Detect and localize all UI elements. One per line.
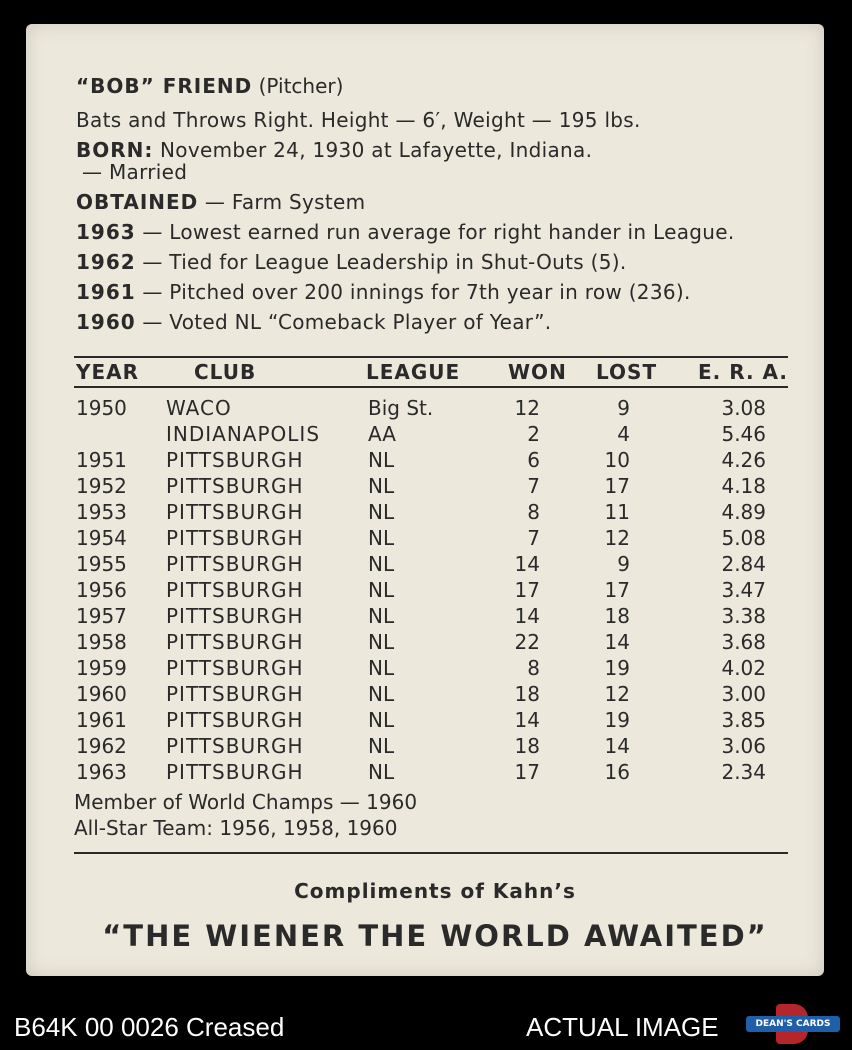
table-row bbox=[26, 448, 824, 474]
cell-lost: 11 bbox=[604, 500, 630, 524]
cell-won: 22 bbox=[514, 630, 540, 654]
highlight-text: — Lowest earned run average for right hander in League. bbox=[135, 220, 735, 244]
cell-year: 1959 bbox=[76, 656, 127, 680]
cell-club: PITTSBURGH bbox=[166, 708, 304, 732]
cell-lost: 18 bbox=[604, 604, 630, 628]
cell-lost: 4 bbox=[617, 422, 630, 446]
cell-year: 1953 bbox=[76, 500, 127, 524]
col-header-era: E. R. A. bbox=[698, 360, 789, 384]
cell-won: 14 bbox=[514, 708, 540, 732]
highlight-year: 1962 bbox=[76, 250, 136, 274]
cell-era: 3.00 bbox=[721, 682, 766, 706]
cell-won: 7 bbox=[527, 474, 540, 498]
table-row bbox=[26, 630, 824, 656]
cell-league: NL bbox=[368, 604, 395, 628]
table-row bbox=[26, 578, 824, 604]
born-label: BORN: bbox=[76, 138, 154, 162]
married-line: — Married bbox=[82, 160, 188, 184]
cell-year: 1950 bbox=[76, 396, 127, 420]
cell-club: PITTSBURGH bbox=[166, 448, 304, 472]
table-row bbox=[26, 734, 824, 760]
cell-league: NL bbox=[368, 526, 395, 550]
cell-year: 1956 bbox=[76, 578, 127, 602]
cell-league: NL bbox=[368, 630, 395, 654]
cell-era: 3.85 bbox=[721, 708, 766, 732]
table-row bbox=[26, 760, 824, 786]
highlight-1962 bbox=[76, 250, 627, 274]
logo-text: DEAN'S CARDS bbox=[746, 1016, 840, 1032]
highlight-1960 bbox=[76, 310, 551, 334]
cell-lost: 9 bbox=[617, 396, 630, 420]
cell-year: 1951 bbox=[76, 448, 127, 472]
cell-year: 1954 bbox=[76, 526, 127, 550]
cell-won: 12 bbox=[514, 396, 540, 420]
cell-era: 4.02 bbox=[721, 656, 766, 680]
cell-lost: 10 bbox=[604, 448, 630, 472]
table-row bbox=[26, 708, 824, 734]
cell-lost: 9 bbox=[617, 552, 630, 576]
cell-club: PITTSBURGH bbox=[166, 630, 304, 654]
player-header bbox=[76, 76, 343, 96]
cell-won: 8 bbox=[527, 656, 540, 680]
cell-era: 3.68 bbox=[721, 630, 766, 654]
cell-era: 3.47 bbox=[721, 578, 766, 602]
cell-era: 4.89 bbox=[721, 500, 766, 524]
table-row bbox=[26, 500, 824, 526]
table-row bbox=[26, 422, 824, 448]
cell-club: INDIANAPOLIS bbox=[166, 422, 321, 446]
baseball-card-back bbox=[26, 24, 824, 976]
highlight-text: — Tied for League Leadership in Shut-Outs (5). bbox=[135, 250, 627, 274]
cell-club: PITTSBURGH bbox=[166, 682, 304, 706]
cell-club: PITTSBURGH bbox=[166, 656, 304, 680]
cell-club: PITTSBURGH bbox=[166, 500, 304, 524]
cell-league: NL bbox=[368, 760, 395, 784]
player-name: “BOB” FRIEND bbox=[76, 74, 253, 98]
cell-era: 4.18 bbox=[721, 474, 766, 498]
cell-league: NL bbox=[368, 708, 395, 732]
cell-club: PITTSBURGH bbox=[166, 760, 304, 784]
cell-won: 14 bbox=[514, 604, 540, 628]
cell-era: 3.06 bbox=[721, 734, 766, 758]
cell-era: 2.84 bbox=[721, 552, 766, 576]
cell-won: 17 bbox=[514, 760, 540, 784]
obtained-line bbox=[76, 190, 365, 214]
cell-era: 2.34 bbox=[721, 760, 766, 784]
col-header-club: CLUB bbox=[194, 360, 257, 384]
cell-lost: 14 bbox=[604, 630, 630, 654]
cell-era: 3.08 bbox=[721, 396, 766, 420]
cell-lost: 17 bbox=[604, 474, 630, 498]
cell-won: 8 bbox=[527, 500, 540, 524]
cell-league: AA bbox=[368, 422, 396, 446]
col-header-year: YEAR bbox=[76, 360, 140, 384]
all-star-note: All-Star Team: 1956, 1958, 1960 bbox=[74, 816, 398, 840]
cell-year: 1960 bbox=[76, 682, 127, 706]
table-top-rule bbox=[74, 356, 788, 358]
highlight-text: — Voted NL “Comeback Player of Year”. bbox=[135, 310, 552, 334]
highlight-1963 bbox=[76, 220, 735, 244]
highlight-1961 bbox=[76, 280, 691, 304]
table-row bbox=[26, 604, 824, 630]
table-header-rule bbox=[74, 386, 788, 388]
cell-era: 4.26 bbox=[721, 448, 766, 472]
footer-rule bbox=[74, 852, 788, 854]
cell-club: PITTSBURGH bbox=[166, 526, 304, 550]
cell-league: NL bbox=[368, 734, 395, 758]
cell-won: 6 bbox=[527, 448, 540, 472]
cell-lost: 19 bbox=[604, 656, 630, 680]
born-line bbox=[76, 138, 592, 162]
cell-year: 1962 bbox=[76, 734, 127, 758]
player-position: (Pitcher) bbox=[258, 74, 344, 98]
cell-era: 3.38 bbox=[721, 604, 766, 628]
deans-cards-logo bbox=[746, 1004, 840, 1044]
table-row bbox=[26, 474, 824, 500]
cell-league: NL bbox=[368, 448, 395, 472]
cell-league: NL bbox=[368, 682, 395, 706]
cell-won: 17 bbox=[514, 578, 540, 602]
cell-era: 5.46 bbox=[721, 422, 766, 446]
cell-club: PITTSBURGH bbox=[166, 604, 304, 628]
table-row bbox=[26, 656, 824, 682]
compliments-line: Compliments of Kahn’s bbox=[294, 879, 576, 903]
obtained-text: — Farm System bbox=[198, 190, 366, 214]
slogan: “THE WIENER THE WORLD AWAITED” bbox=[102, 919, 768, 953]
col-header-won: WON bbox=[508, 360, 567, 384]
cell-era: 5.08 bbox=[721, 526, 766, 550]
cell-year: 1955 bbox=[76, 552, 127, 576]
cell-league: NL bbox=[368, 578, 395, 602]
cell-won: 2 bbox=[527, 422, 540, 446]
table-row bbox=[26, 526, 824, 552]
col-header-league: LEAGUE bbox=[366, 360, 461, 384]
table-row bbox=[26, 682, 824, 708]
highlight-year: 1961 bbox=[76, 280, 136, 304]
cell-year: 1958 bbox=[76, 630, 127, 654]
cell-year: 1957 bbox=[76, 604, 127, 628]
col-header-lost: LOST bbox=[596, 360, 658, 384]
highlight-year: 1960 bbox=[76, 310, 136, 334]
cell-league: NL bbox=[368, 500, 395, 524]
cell-won: 18 bbox=[514, 682, 540, 706]
cell-league: Big St. bbox=[368, 396, 434, 420]
cell-lost: 16 bbox=[604, 760, 630, 784]
cell-club: PITTSBURGH bbox=[166, 734, 304, 758]
cell-lost: 12 bbox=[604, 682, 630, 706]
table-row bbox=[26, 552, 824, 578]
cell-league: NL bbox=[368, 656, 395, 680]
cell-year: 1961 bbox=[76, 708, 127, 732]
cell-lost: 14 bbox=[604, 734, 630, 758]
world-champs-note: Member of World Champs — 1960 bbox=[74, 790, 418, 814]
cell-year: 1963 bbox=[76, 760, 127, 784]
obtained-label: OBTAINED bbox=[76, 190, 199, 214]
cell-lost: 17 bbox=[604, 578, 630, 602]
cell-lost: 12 bbox=[604, 526, 630, 550]
cell-club: PITTSBURGH bbox=[166, 474, 304, 498]
cell-league: NL bbox=[368, 552, 395, 576]
cell-club: PITTSBURGH bbox=[166, 578, 304, 602]
cell-year: 1952 bbox=[76, 474, 127, 498]
cell-lost: 19 bbox=[604, 708, 630, 732]
cell-won: 14 bbox=[514, 552, 540, 576]
table-row bbox=[26, 396, 824, 422]
cell-club: PITTSBURGH bbox=[166, 552, 304, 576]
cell-club: WACO bbox=[166, 396, 232, 420]
highlight-year: 1963 bbox=[76, 220, 136, 244]
cell-won: 7 bbox=[527, 526, 540, 550]
card-id-caption: B64K 00 0026 Creased bbox=[14, 1012, 285, 1042]
cell-league: NL bbox=[368, 474, 395, 498]
born-text: November 24, 1930 at Lafayette, Indiana. bbox=[153, 138, 593, 162]
actual-image-caption: ACTUAL IMAGE bbox=[526, 1012, 719, 1042]
highlight-text: — Pitched over 200 innings for 7th year in row (236). bbox=[135, 280, 691, 304]
cell-won: 18 bbox=[514, 734, 540, 758]
bats-throws-line: Bats and Throws Right. Height — 6′, Weight — 195 lbs. bbox=[76, 108, 641, 132]
